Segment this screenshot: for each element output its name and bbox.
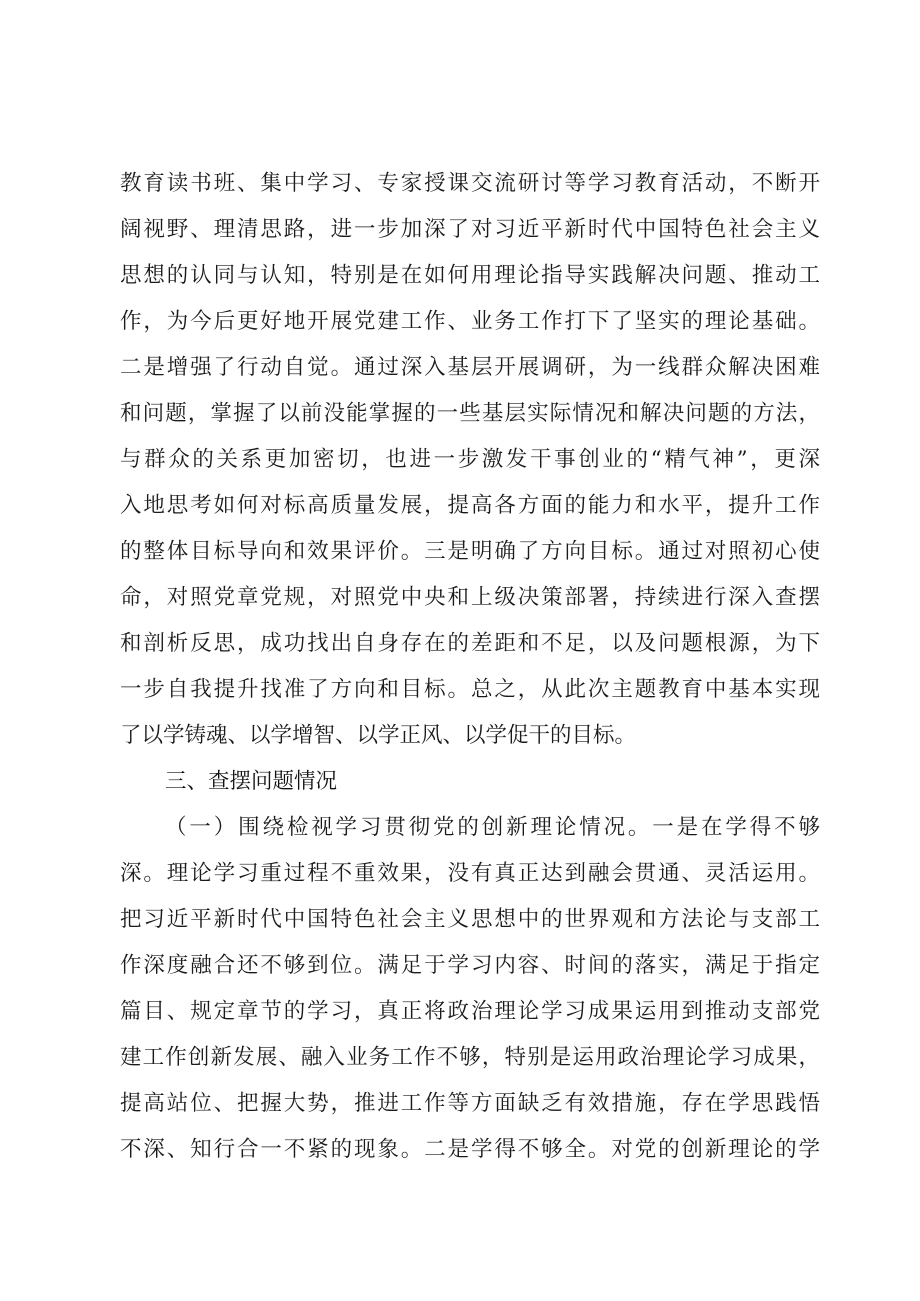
paragraph-line: 命，对照党章党规，对照党中央和上级决策部署，持续进行深入查摆 <box>120 585 820 610</box>
paragraph-line: 与群众的关系更加密切，也进一步激发干事创业的“精气神”，更深 <box>120 447 820 472</box>
paragraph-line: 入地思考如何对标高质量发展，提高各方面的能力和水平，提升工作 <box>120 493 820 518</box>
paragraph-line: 深。理论学习重过程不重效果，没有真正达到融会贯通、灵活运用。 <box>120 861 820 886</box>
paragraph-line: 作，为今后更好地开展党建工作、业务工作打下了坚实的理论基础。 <box>120 309 820 334</box>
paragraph-line: 和问题，掌握了以前没能掌握的一些基层实际情况和解决问题的方法， <box>120 401 820 426</box>
paragraph-line: 把习近平新时代中国特色社会主义思想中的世界观和方法论与支部工 <box>120 907 820 932</box>
paragraph-line: 一步自我提升找准了方向和目标。总之，从此次主题教育中基本实现 <box>120 677 820 702</box>
paragraph-line: （一）围绕检视学习贯彻党的创新理论情况。一是在学得不够 <box>165 815 820 840</box>
paragraph-line: 阔视野、理清思路，进一步加深了对习近平新时代中国特色社会主义 <box>120 217 820 242</box>
paragraph-line: 思想的认同与认知，特别是在如何用理论指导实践解决问题、推动工 <box>120 263 820 288</box>
paragraph-line: 和剖析反思，成功找出自身存在的差距和不足，以及问题根源，为下 <box>120 631 820 656</box>
paragraph-line: 作深度融合还不够到位。满足于学习内容、时间的落实，满足于指定 <box>120 953 820 978</box>
paragraph-line: 了以学铸魂、以学增智、以学正风、以学促干的目标。 <box>120 723 637 748</box>
paragraph-line: 的整体目标导向和效果评价。三是明确了方向目标。通过对照初心使 <box>120 539 820 564</box>
paragraph-line: 提高站位、把握大势，推进工作等方面缺乏有效措施，存在学思践悟 <box>120 1091 820 1116</box>
paragraph-line: 教育读书班、集中学习、专家授课交流研讨等学习教育活动，不断开 <box>120 171 820 196</box>
paragraph-line: 不深、知行合一不紧的现象。二是学得不够全。对党的创新理论的学 <box>120 1137 820 1162</box>
paragraph-line: 建工作创新发展、融入业务工作不够，特别是运用政治理论学习成果， <box>120 1045 820 1070</box>
paragraph-line: 篇目、规定章节的学习，真正将政治理论学习成果运用到推动支部党 <box>120 999 820 1024</box>
paragraph-line: 二是增强了行动自觉。通过深入基层开展调研，为一线群众解决困难 <box>120 355 820 380</box>
section-heading: 三、查摆问题情况 <box>165 769 338 794</box>
